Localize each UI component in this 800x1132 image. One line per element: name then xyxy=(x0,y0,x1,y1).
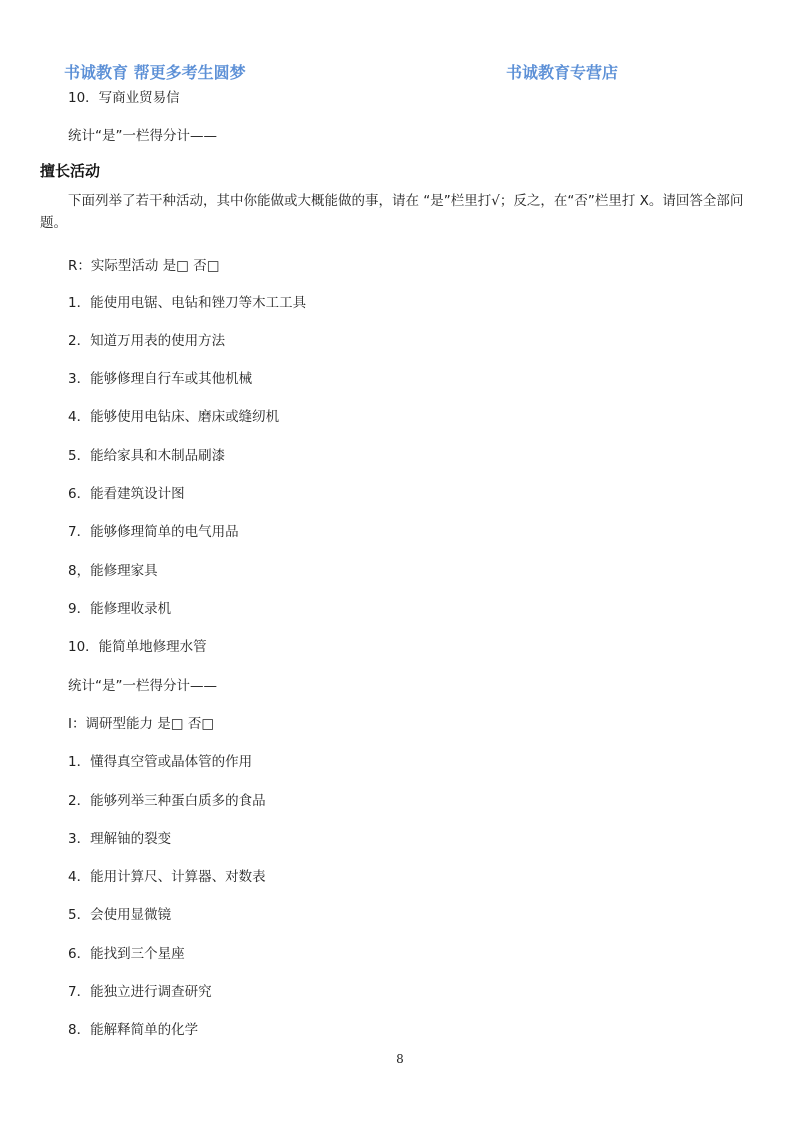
list-item: 8，能修理家具 xyxy=(68,563,158,579)
list-item: 8．能解释简单的化学 xyxy=(68,1022,199,1038)
page-number: 8 xyxy=(396,1052,404,1066)
list-item: 3．能够修理自行车或其他机械 xyxy=(68,371,253,387)
list-item: 10．能简单地修理水管 xyxy=(68,639,207,655)
list-item: 9．能修理收录机 xyxy=(68,601,172,617)
score-line: 统计“是”一栏得分计—— xyxy=(68,128,217,144)
list-item: 6．能看建筑设计图 xyxy=(68,486,185,502)
list-item: 2．能够列举三种蛋白质多的食品 xyxy=(68,793,266,809)
realistic-heading: R：实际型活动 是□ 否□ xyxy=(68,258,220,274)
list-item: 5．能给家具和木制品刷漆 xyxy=(68,448,226,464)
list-item: 5．会使用显微镜 xyxy=(68,907,172,923)
list-item: 10．写商业贸易信 xyxy=(68,90,180,106)
score-line: 统计“是”一栏得分计—— xyxy=(68,678,217,694)
list-item: 7．能独立进行调查研究 xyxy=(68,984,212,1000)
section-title: 擅长活动 xyxy=(40,162,101,180)
list-item: 1．懂得真空管或晶体管的作用 xyxy=(68,754,253,770)
list-item: 7．能够修理简单的电气用品 xyxy=(68,524,239,540)
investigative-heading: I：调研型能力 是□ 否□ xyxy=(68,716,215,732)
list-item: 3．理解铀的裂变 xyxy=(68,831,172,847)
section-intro: 下面列举了若干种活动，其中你能做或大概能做的事，请在 “是”栏里打√；反之，在“否”栏里打 X。请回答全部问题。 xyxy=(40,193,744,231)
header-right-text: 书诚教育专营店 xyxy=(506,63,619,82)
list-item: 4．能够使用电钻床、磨床或缝纫机 xyxy=(68,409,280,425)
list-item: 2．知道万用表的使用方法 xyxy=(68,333,226,349)
list-item: 6．能找到三个星座 xyxy=(68,946,185,962)
header-left-text: 书诚教育 帮更多考生圆梦 xyxy=(64,63,246,82)
list-item: 1．能使用电锯、电钻和锉刀等木工工具 xyxy=(68,295,307,311)
list-item: 4．能用计算尺、计算器、对数表 xyxy=(68,869,266,885)
